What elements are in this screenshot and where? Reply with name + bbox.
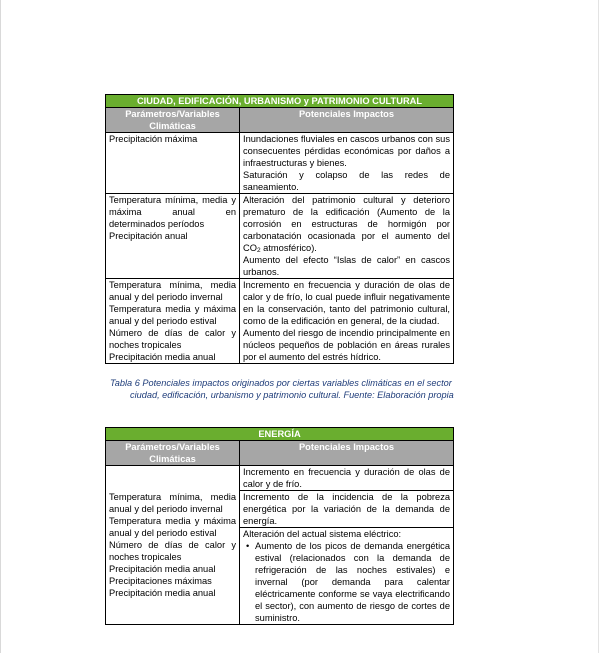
column-header-parameters: Parámetros/Variables Climáticas [106,108,240,133]
table-row [106,466,454,491]
impact-item: Inundaciones fluviales en cascos urbanos con sus consecuentes pérdidas económicas por daños a infraestructuras y bienes. [243,134,450,168]
impact-bullet-list [243,540,450,624]
subscript: 2 [256,247,261,254]
parameter-item: Temperatura media y máxima anual y del periodo estival [109,304,236,326]
impacts-cell [240,279,454,364]
impacts-cell [240,466,454,491]
table-row [106,133,454,194]
table-title: CIUDAD, EDIFICACIÓN, URBANISMO y PATRIMONIO CULTURAL [106,95,454,108]
table-caption [110,377,490,401]
caption-line-1: Tabla 6 Potenciales impactos originados por ciertas variables climáticas en el sector [110,378,452,388]
page-edge-left [0,0,1,653]
table-row [106,279,454,364]
parameters-cell [106,279,240,364]
impacts-cell [240,491,454,528]
climate-impacts-table-city [105,94,454,364]
impact-item: Aumento del riesgo de incendio principalmente en núcleos pequeños de población en áreas rurales por el aumento del estrés hídrico. [243,328,450,362]
impact-item: Alteración del actual sistema eléctrico: [243,529,402,539]
impact-item [243,194,450,254]
impact-text: Alteración del patrimonio cultural y deterioro prematuro de la edificación (Aumento de la corrosión en estructuras de hormigón por carbonatación ocasionada por el aumento del CO [243,195,450,253]
impact-item: Incremento en frecuencia y duración de olas de calor y de frío, lo cual puede influir negativamente en la conservación, tanto del patrimonio cultural, como de la edificación en general, de la ciudad. [243,280,450,326]
parameter-item: Temperatura mínima, media y máxima anual en determinados períodos [109,195,236,229]
parameter-item: Temperatura mínima, media anual y del periodo invernal [109,280,236,302]
table-row [106,194,454,279]
table-title: ENERGÍA [106,428,454,441]
parameter-item: Precipitación media anual [109,588,216,598]
parameter-item: Número de días de calor y noches tropicales [109,328,236,350]
parameter-item: Precipitación media anual [109,352,216,362]
parameter-item: Temperatura media y máxima anual y del periodo estival [109,516,236,538]
impact-text: atmosférico). [260,243,317,253]
caption-line-2: ciudad, edificación, urbanismo y patrimonio cultural. Fuente: Elaboración propia [130,390,454,400]
impact-item: Incremento en frecuencia y duración de olas de calor y de frío. [243,467,451,489]
climate-impacts-table-energy [105,427,454,625]
list-item: • Aumento de los picos de demanda energética estival (relacionados con la demanda de refrigeración de las noches estivales) e invernal (por demanda para calentar eléctricamente conforme se vaya electrificando el sector), con aumento de riesgo de cortes de suministro. [255,540,450,624]
impact-item: Saturación y colapso de las redes de saneamiento. [243,170,450,192]
parameter-item: Número de días de calor y noches tropicales [109,540,236,562]
impact-item: Aumento del efecto “Islas de calor” en cascos urbanos. [243,255,450,277]
parameter-item: Precipitación media anual [109,564,216,574]
parameters-cell [106,194,240,279]
parameter-item: Precipitación máxima [109,134,198,144]
parameter-item: Precipitación anual [109,231,188,241]
page-edge-right [598,0,599,653]
parameter-item: Temperatura mínima, media anual y del periodo invernal [109,492,236,514]
impacts-cell [240,133,454,194]
column-header-impacts: Potenciales Impactos [240,108,454,133]
parameter-item: Precipitaciones máximas [109,576,212,586]
impacts-cell [240,528,454,625]
parameters-cell [106,466,240,625]
impact-item: Incremento de la incidencia de la pobreza energética por la variación de la demanda de energía. [243,492,451,526]
impacts-cell [240,194,454,279]
parameters-cell [106,133,240,194]
column-header-impacts: Potenciales Impactos [240,441,454,466]
column-header-parameters: Parámetros/Variables Climáticas [106,441,240,466]
